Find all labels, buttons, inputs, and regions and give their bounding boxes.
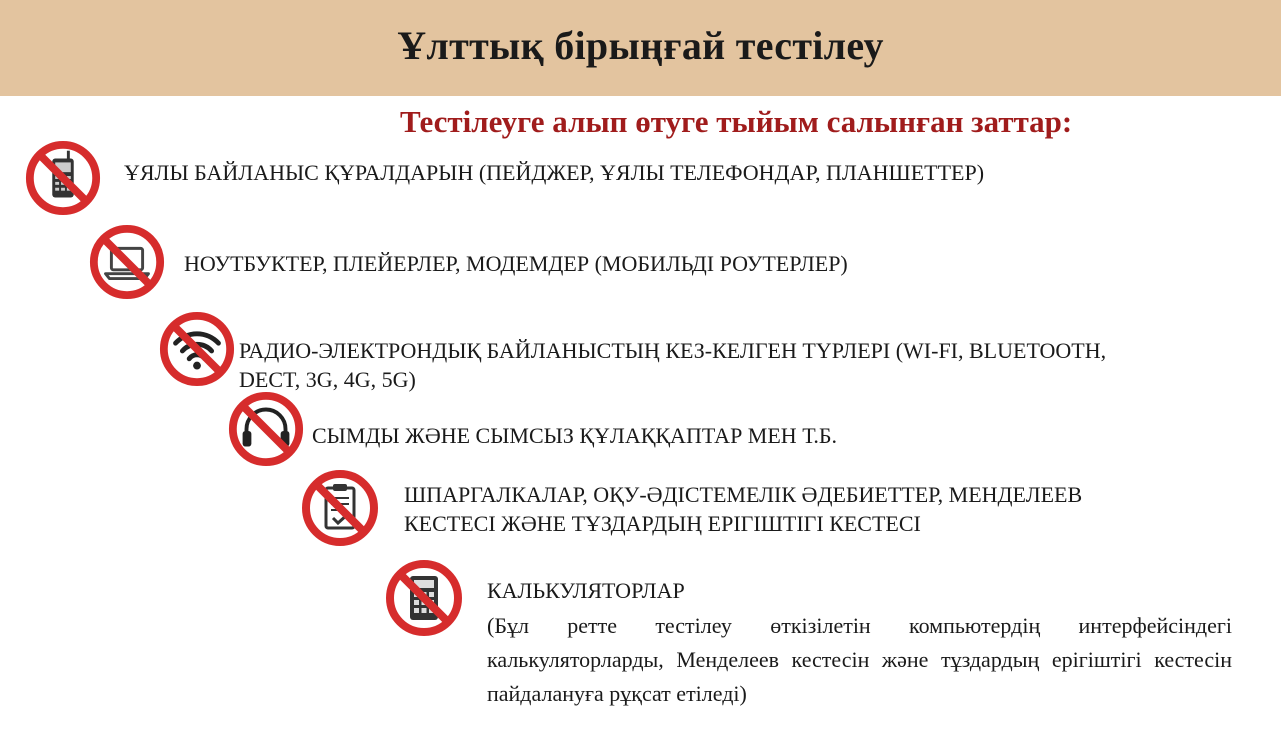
list-item-line: DECT, 3G, 4G, 5G) [239,367,416,392]
list-item-line: ШПАРГАЛКАЛАР, ОҚУ-ӘДІСТЕМЕЛІК ӘДЕБИЕТТЕР, МЕНДЕЛЕЕВ [404,482,1083,507]
section-subtitle: Тестілеуге алып өтуге тыйым салынған заттар: [400,104,1073,139]
laptop-prohibited-icon [88,223,166,301]
header-banner [0,0,1281,96]
list-item-text [239,336,1106,394]
list-item-text: ҰЯЛЫ БАЙЛАНЫС ҚҰРАЛДАРЫН (ПЕЙДЖЕР, ҰЯЛЫ ТЕЛЕФОНДАР, ПЛАНШЕТТЕР) [124,160,985,185]
page-title: Ұлттық бірыңғай тестілеу [397,23,884,68]
list-item-text: НОУТБУКТЕР, ПЛЕЙЕРЛЕР, МОДЕМДЕР (МОБИЛЬДІ РОУТЕРЛЕР) [184,251,848,276]
list-item-line: КЕСТЕСІ ЖӘНЕ ТҰЗДАРДЫҢ ЕРІГІШТІГІ КЕСТЕСІ [404,511,921,536]
list-item-line: РАДИО-ЭЛЕКТРОНДЫҚ БАЙЛАНЫСТЫҢ КЕЗ-КЕЛГЕН ТҮРЛЕРІ (WI-FI, BLUETOOTH, [239,338,1107,363]
calculator-prohibited-icon [384,558,464,638]
clipboard-prohibited-icon [300,468,380,548]
list-item-text: КАЛЬКУЛЯТОРЛАР [487,578,685,603]
calculator-note: (Бұл ретте тестілеу өткізілетін компьютердің интерфейсіндегі калькуляторларды, Менделеев кестесін және тұздардың ерігіштігі кестесін пайдалануға рұқсат етіледі) [487,613,1232,706]
list-item-text: СЫМДЫ ЖӘНЕ СЫМСЫЗ ҚҰЛАҚҚАПТАР МЕН Т.Б. [312,423,838,448]
headphones-prohibited-icon [227,390,305,468]
mobile-phone-prohibited-icon [24,139,102,217]
list-item-text [404,480,1082,538]
wifi-prohibited-icon [158,310,236,388]
